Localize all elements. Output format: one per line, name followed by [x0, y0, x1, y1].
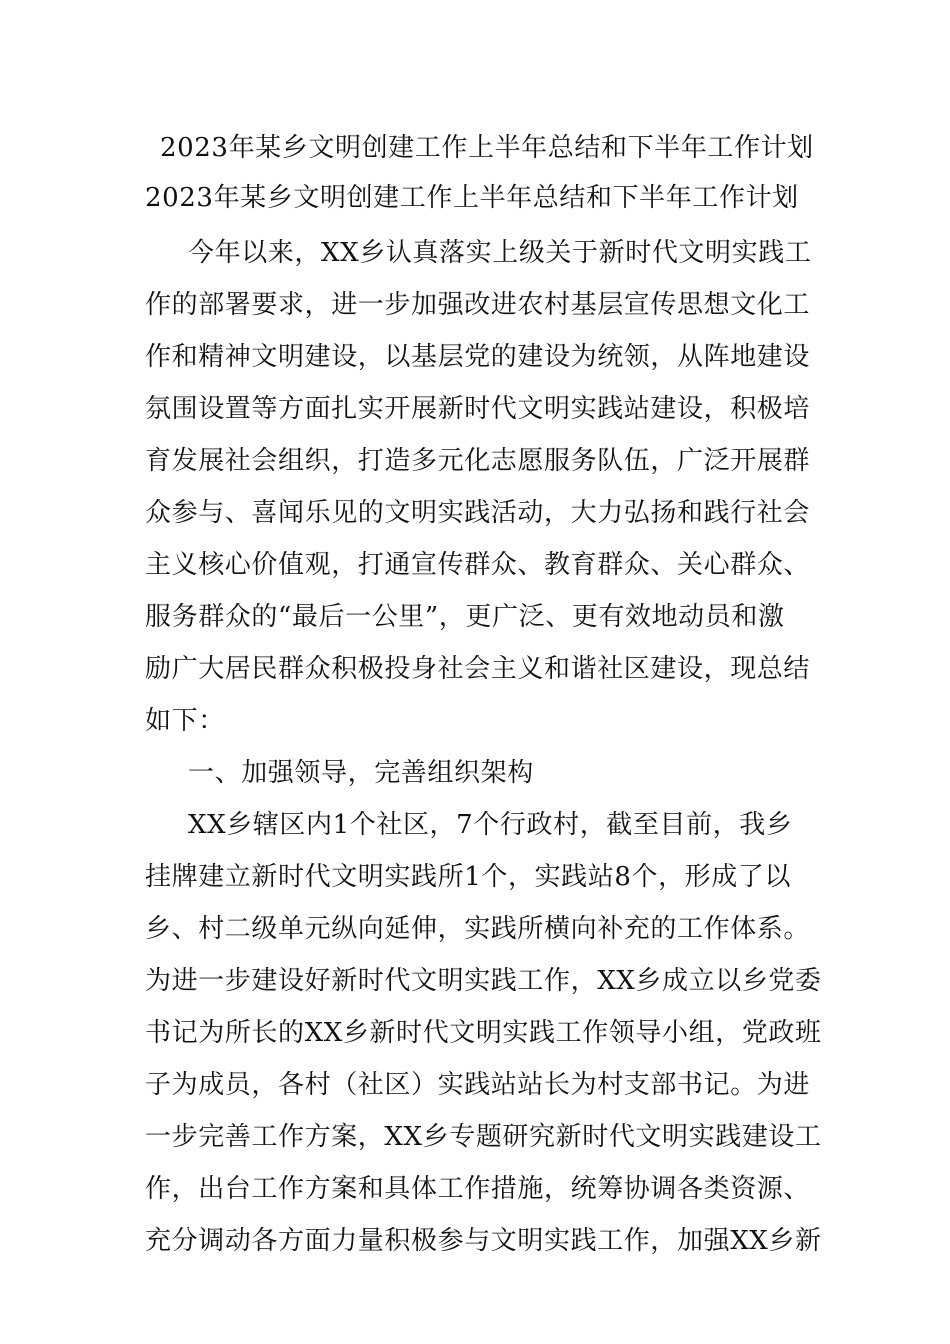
paragraph-line: 乡、村二级单元纵向延伸，实践所横向补充的工作体系。: [145, 914, 811, 944]
paragraph-line: 氛围设置等方面扎实开展新时代文明实践站建设，积极培: [145, 394, 811, 424]
paragraph-line: 作和精神文明建设，以基层党的建设为统领，从阵地建设: [145, 342, 811, 372]
paragraph-line: 主义核心价值观，打通宣传群众、教育群众、关心群众、: [145, 550, 811, 580]
paragraph-line: 育发展社会组织，打造多元化志愿服务队伍，广泛开展群: [145, 446, 811, 476]
paragraph-line: 充分调动各方面力量积极参与文明实践工作，加强XX乡新: [145, 1226, 822, 1256]
paragraph-line: 书记为所长的XX乡新时代文明实践工作领导小组，党政班: [145, 1018, 822, 1048]
paragraph-line: 今年以来，XX乡认真落实上级关于新时代文明实践工: [188, 238, 812, 268]
section-heading: 一、加强领导，完善组织架构: [188, 758, 534, 788]
paragraph-line: 作的部署要求，进一步加强改进农村基层宣传思想文化工: [145, 290, 811, 320]
paragraph-line: 励广大居民群众积极投身社会主义和谐社区建设，现总结: [145, 654, 811, 684]
document-title-repeat: 2023年某乡文明创建工作上半年总结和下半年工作计划: [145, 183, 799, 213]
paragraph-line: 众参与、喜闻乐见的文明实践活动，大力弘扬和践行社会: [145, 498, 811, 528]
paragraph-line: 如下：: [145, 706, 225, 736]
paragraph-line: 服务群众的“最后一公里”，更广泛、更有效地动员和激: [145, 602, 785, 632]
paragraph-line: 一步完善工作方案，XX乡专题研究新时代文明实践建设工: [145, 1122, 822, 1152]
paragraph-line: 作，出台工作方案和具体工作措施，统筹协调各类资源、: [145, 1174, 811, 1204]
document-title: 2023年某乡文明创建工作上半年总结和下半年工作计划: [160, 133, 814, 163]
paragraph-line: 挂牌建立新时代文明实践所1个，实践站8个，形成了以: [145, 862, 792, 892]
paragraph-line: 为进一步建设好新时代文明实践工作，XX乡成立以乡党委: [145, 966, 822, 996]
paragraph-line: XX乡辖区内1个社区，7个行政村，截至目前，我乡: [188, 810, 793, 840]
paragraph-line: 子为成员，各村（社区）实践站站长为村支部书记。为进: [145, 1070, 811, 1100]
